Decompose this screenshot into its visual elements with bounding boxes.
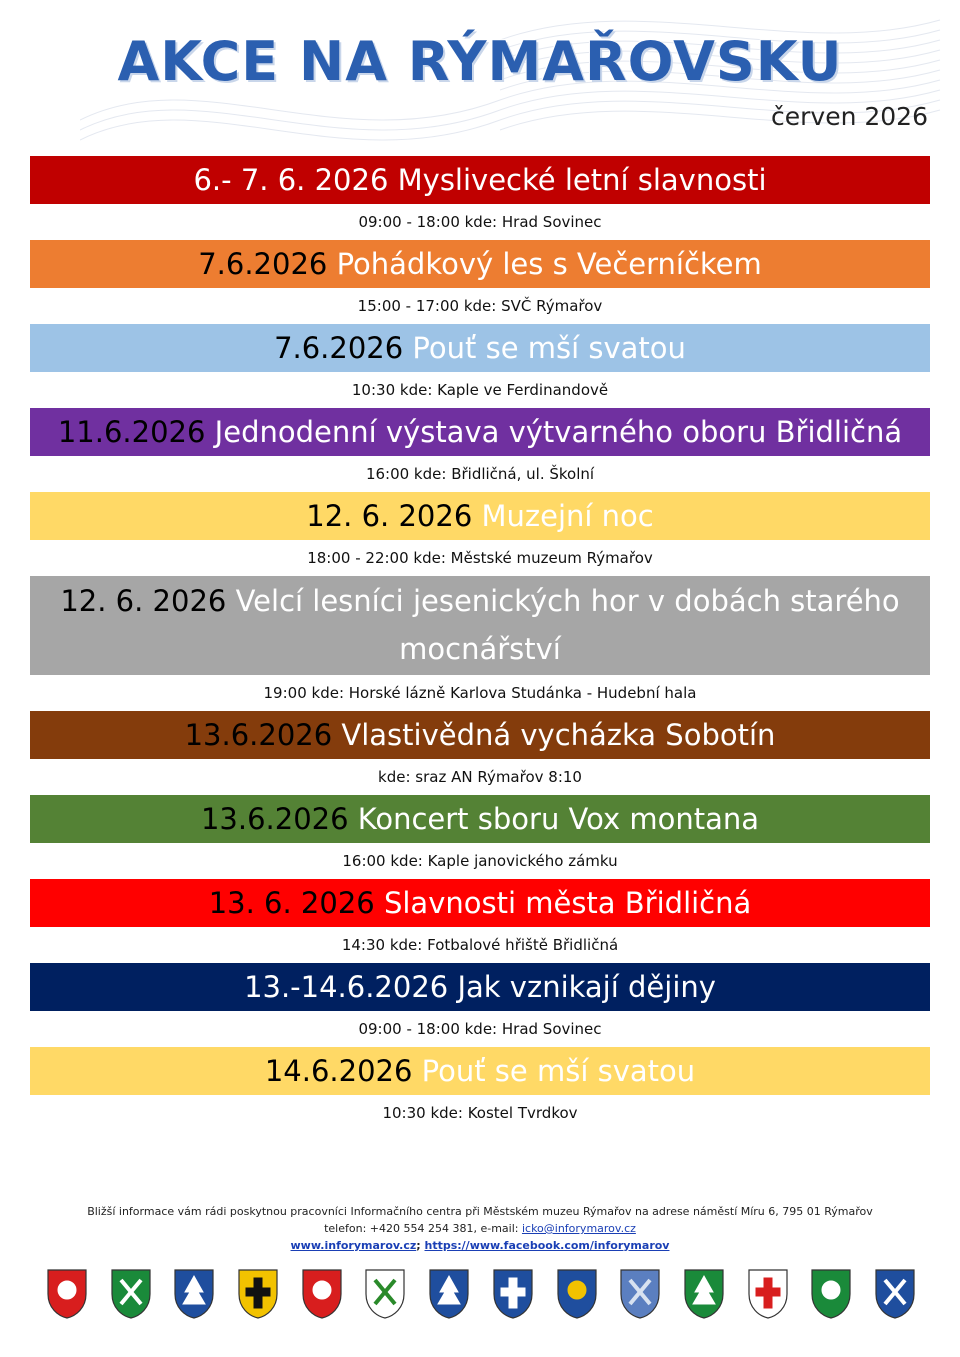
crest-knight-icon	[301, 1268, 343, 1320]
event-item	[30, 324, 930, 408]
event-bar	[30, 324, 930, 372]
crest-hammers-bird-icon	[237, 1268, 279, 1320]
crest-horse-icon	[556, 1268, 598, 1320]
event-date: 13.-14.6.2026	[244, 970, 449, 1004]
footer-facebook-link[interactable]: https://www.facebook.com/inforymarov	[424, 1239, 670, 1252]
event-item	[30, 1047, 930, 1131]
crest-eagle-icon	[747, 1268, 789, 1320]
event-date: 12. 6. 2026	[306, 499, 473, 533]
event-bar	[30, 492, 930, 540]
event-detail: 10:30 kde: Kostel Tvrdkov	[382, 1104, 578, 1122]
event-item	[30, 795, 930, 879]
event-detail: 09:00 - 18:00 kde: Hrad Sovinec	[358, 213, 602, 231]
events-list	[30, 156, 930, 1131]
event-name: Vlastivědná vycházka Sobotín	[341, 718, 776, 752]
event-date: 13.6.2026	[184, 718, 333, 752]
event-date: 6.- 7. 6. 2026	[193, 163, 389, 197]
event-date: 13. 6. 2026	[208, 886, 375, 920]
event-detail: 18:00 - 22:00 kde: Městské muzeum Rýmařov	[307, 549, 653, 567]
event-detail: 14:30 kde: Fotbalové hřiště Břidličná	[341, 936, 619, 954]
event-name: Velcí lesníci jesenických hor v dobách starého mocnářství	[235, 584, 900, 666]
event-bar	[30, 1047, 930, 1095]
event-detail: 19:00 kde: Horské lázně Karlova Studánka - Hudební hala	[263, 684, 697, 702]
event-bar	[30, 576, 930, 675]
event-item	[30, 879, 930, 963]
event-item	[30, 711, 930, 795]
event-bar	[30, 963, 930, 1011]
event-name: Myslivecké letní slavnosti	[397, 163, 767, 197]
footer-link-separator: ;	[416, 1239, 425, 1252]
footer-info-text: Bližší informace vám rádi poskytnou pracovníci Informačního centra při Městském muzeu Rýmařov na adrese náměstí Míru 6, 795 01 Rýmařov	[87, 1205, 873, 1218]
event-name: Pohádkový les s Večerníčkem	[336, 247, 762, 281]
event-date: 7.6.2026	[274, 331, 404, 365]
event-date: 12. 6. 2026	[60, 584, 227, 618]
crest-grapes-icon	[428, 1268, 470, 1320]
crest-figure-icon	[46, 1268, 88, 1320]
event-bar	[30, 408, 930, 456]
event-detail: 10:30 kde: Kaple ve Ferdinandově	[351, 381, 609, 399]
crest-plant-icon	[810, 1268, 852, 1320]
footer	[0, 1203, 960, 1254]
municipality-crests	[46, 1268, 916, 1322]
event-date: 7.6.2026	[198, 247, 328, 281]
event-detail: 16:00 kde: Břidličná, ul. Školní	[365, 465, 595, 483]
event-bar	[30, 711, 930, 759]
event-bar	[30, 879, 930, 927]
event-name: Slavnosti města Břidličná	[383, 886, 752, 920]
event-bar	[30, 156, 930, 204]
event-bar	[30, 240, 930, 288]
event-name: Jak vznikají dějiny	[457, 970, 716, 1004]
event-detail: 16:00 kde: Kaple janovického zámku	[342, 852, 618, 870]
footer-email-link[interactable]: icko@inforymarov.cz	[521, 1222, 636, 1235]
event-item	[30, 576, 930, 711]
event-name: Pouť se mší svatou	[421, 1054, 696, 1088]
event-item	[30, 963, 930, 1047]
crest-trees-icon	[173, 1268, 215, 1320]
event-name: Pouť se mší svatou	[412, 331, 686, 365]
crest-cluster-icon	[492, 1268, 534, 1320]
event-date: 11.6.2026	[57, 415, 206, 449]
footer-phone-text: telefon: +420 554 254 381, e-mail:	[324, 1222, 522, 1235]
footer-contact	[0, 1220, 960, 1237]
event-detail: 09:00 - 18:00 kde: Hrad Sovinec	[358, 1020, 602, 1038]
month-label: červen 2026	[771, 102, 928, 131]
event-item	[30, 492, 930, 576]
event-item	[30, 408, 930, 492]
crest-dog-icon	[874, 1268, 916, 1320]
page-title: AKCE NA RÝMAŘOVSKU	[117, 30, 843, 93]
crest-tree-icon	[683, 1268, 725, 1320]
footer-website-link[interactable]: www.inforymarov.cz	[290, 1239, 417, 1252]
event-name: Koncert sboru Vox montana	[357, 802, 760, 836]
crest-hammers-icon	[110, 1268, 152, 1320]
event-date: 13.6.2026	[200, 802, 349, 836]
event-date: 14.6.2026	[264, 1054, 413, 1088]
footer-links	[0, 1237, 960, 1254]
event-item	[30, 240, 930, 324]
event-name: Jednodenní výstava výtvarného oboru Břidličná	[214, 415, 903, 449]
event-bar	[30, 795, 930, 843]
event-item	[30, 156, 930, 240]
event-detail: 15:00 - 17:00 kde: SVČ Rýmařov	[357, 297, 603, 315]
crest-diagonal-icon	[619, 1268, 661, 1320]
event-name: Muzejní noc	[481, 499, 654, 533]
crest-cross-icon	[364, 1268, 406, 1320]
event-detail: kde: sraz AN Rýmařov 8:10	[378, 768, 582, 786]
